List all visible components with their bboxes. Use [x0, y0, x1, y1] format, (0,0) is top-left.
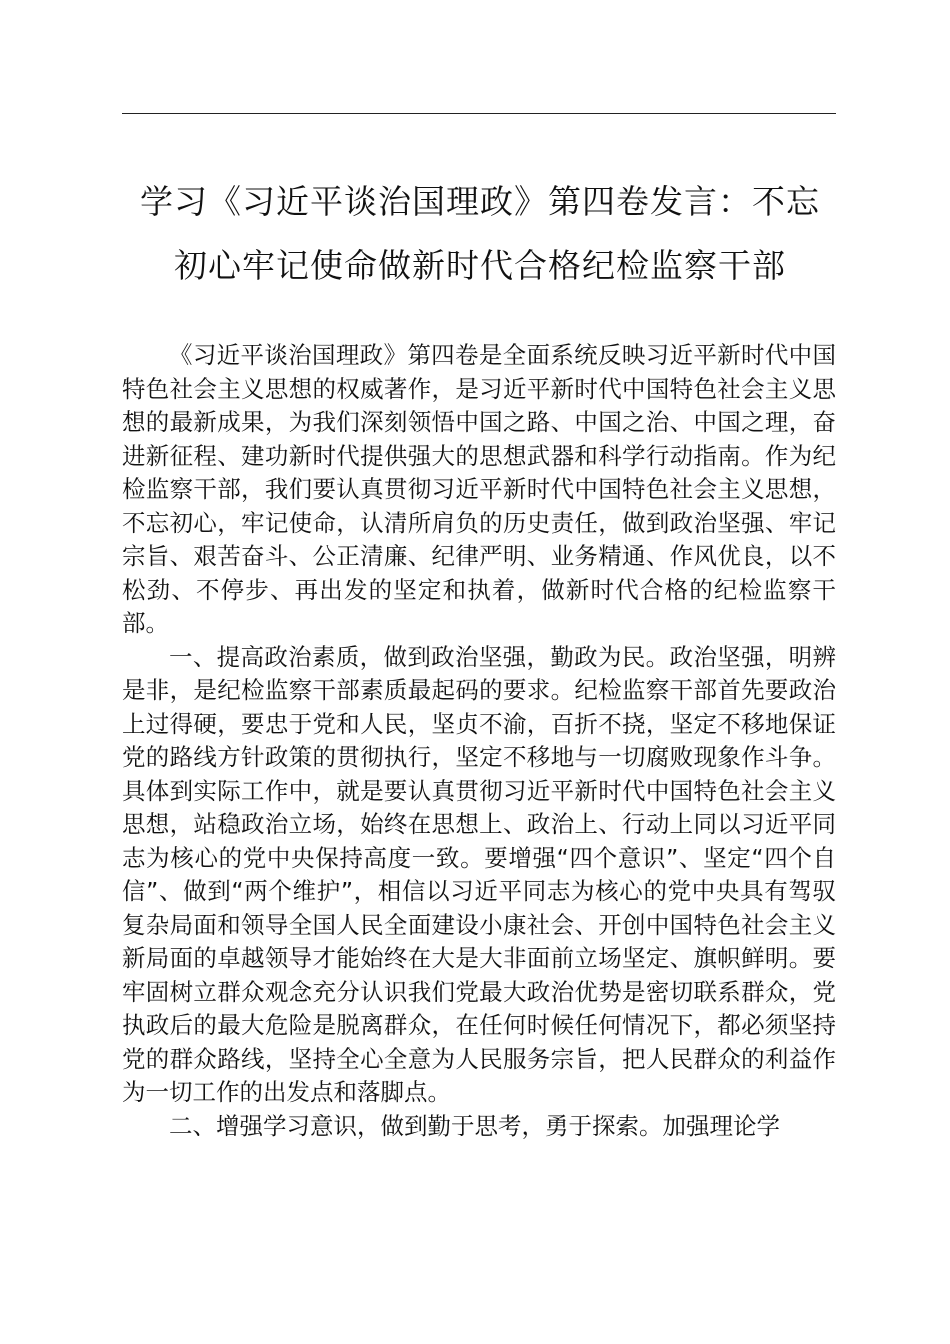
paragraph-section-2: 二、增强学习意识，做到勤于思考，勇于探索。加强理论学 [169, 1111, 780, 1140]
header-rule [122, 113, 836, 114]
document-body [122, 339, 836, 1143]
paragraph-intro: 《习近平谈治国理政》第四卷是全面系统反映习近平新时代中国特色社会主义思想的权威著作，是习近平新时代中国特色社会主义思想的最新成果，为我们深刻领悟中国之路、中国之治、中国之理，奋进新征程、建功新时代提供强大的思想武器和科学行动指南。作为纪检监察干部，我们要认真贯彻习近平新时代中国特色社会主义思想，不忘初心，牢记使命，认清所肩负的历史责任，做到政治坚强、牢记宗旨、艰苦奋斗、公正清廉、纪律严明、业务精通、作风优良，以不松劲、不停步、再出发的坚定和执着，做新时代合格的纪检监察干部。 [122, 341, 836, 637]
title-line-2: 初心牢记使命做新时代合格纪检监察干部 [174, 246, 786, 285]
paragraph-section-1: 一、提高政治素质，做到政治坚强，勤政为民。政治坚强，明辨是非，是纪检监察干部素质最起码的要求。纪检监察干部首先要政治上过得硬，要忠于党和人民，坚贞不渝，百折不挠，坚定不移地保证党的路线方针政策的贯彻执行，坚定不移地与一切腐败现象作斗争。具体到实际工作中，就是要认真贯彻习近平新时代中国特色社会主义思想，站稳政治立场，始终在思想上、政治上、行动上同以习近平同志为核心的党中央保持高度一致。要增强“四个意识”、坚定“四个自信”、做到“两个维护”，相信以习近平同志为核心的党中央具有驾驭复杂局面和领导全国人民全面建设小康社会、开创中国特色社会主义新局面的卓越领导才能始终在大是大非面前立场坚定、旗帜鲜明。要牢固树立群众观念充分认识我们党最大政治优势是密切联系群众，党执政后的最大危险是脱离群众，在任何时候任何情况下，都必须坚持党的群众路线，坚持全心全意为人民服务宗旨，把人民群众的利益作为一切工作的出发点和落脚点。 [122, 642, 836, 1106]
document-title [100, 170, 860, 298]
title-line-1: 学习《习近平谈治国理政》第四卷发言：不忘 [140, 182, 820, 221]
